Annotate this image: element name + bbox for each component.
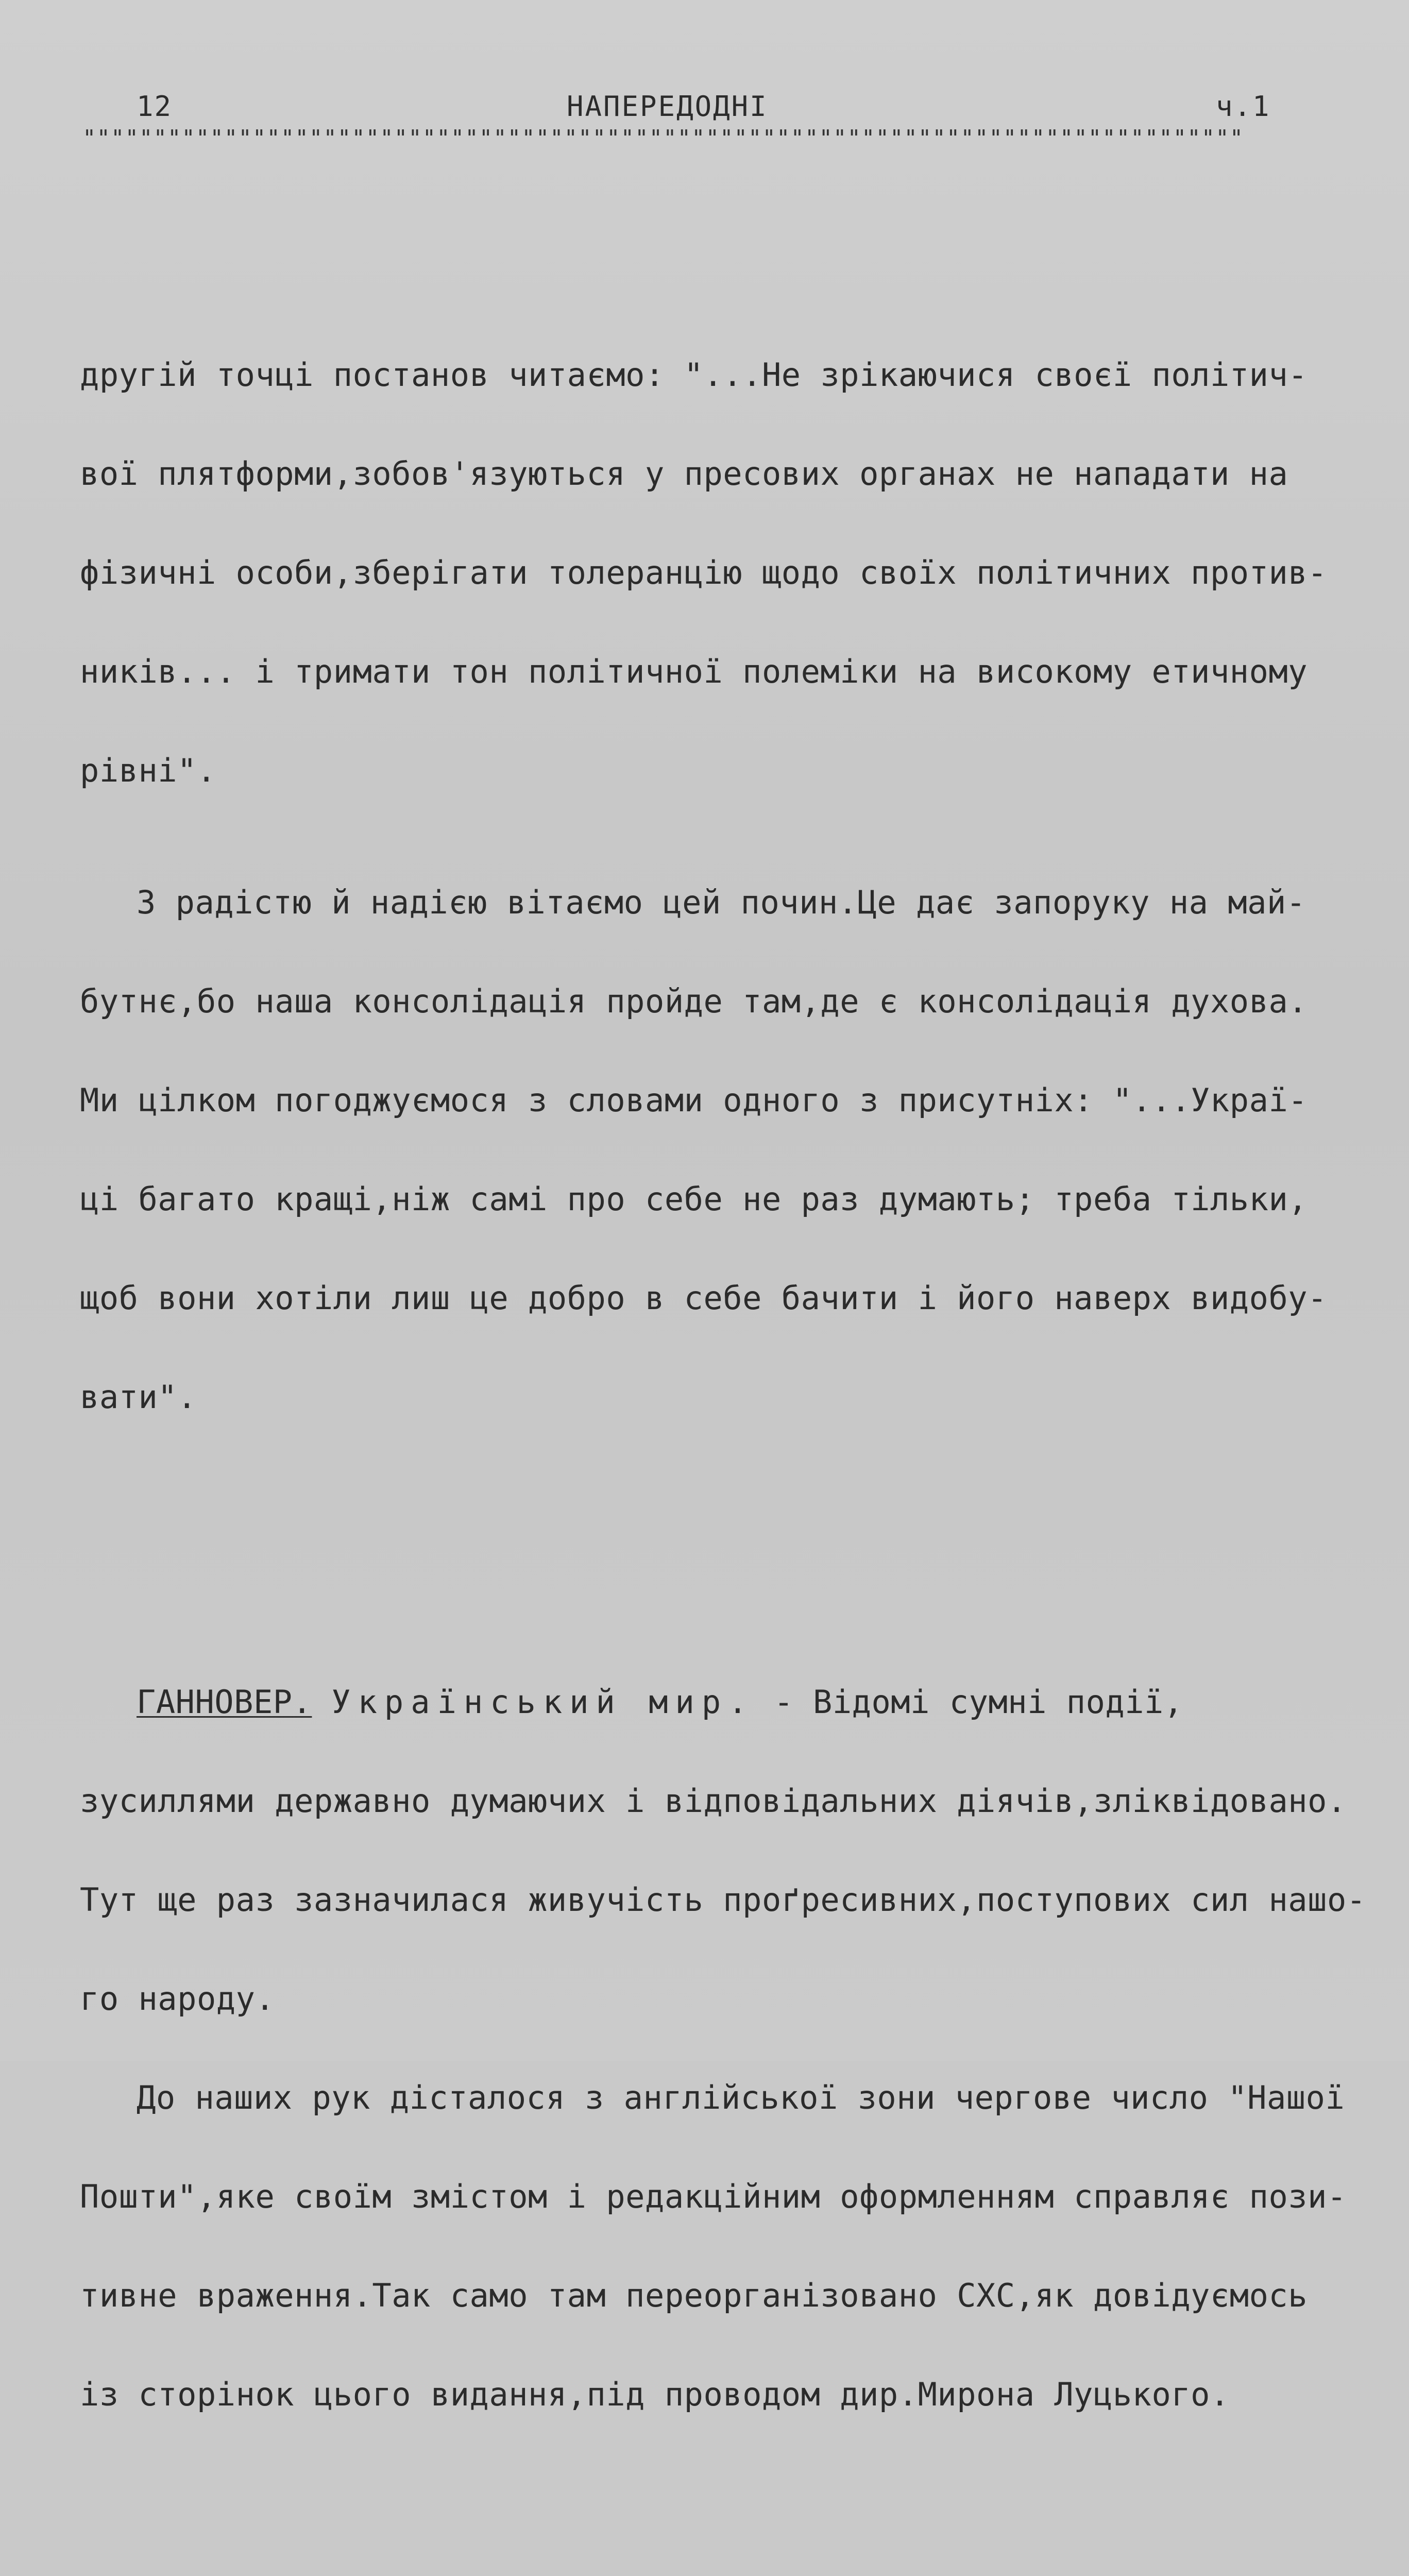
text-line: Тут ще раз зазначилася живучість проґресивних,поступових сил нашо- (80, 1881, 1366, 1919)
text-line: із сторінок цього видання,під проводом дир.Мирона Луцького. (80, 2376, 1230, 2413)
text-line: Ми цілком погоджуємося з словами одного з присутніх: "...Украї- (80, 1081, 1308, 1119)
hannover-heading-line (80, 1683, 1399, 1721)
text-line: го народу. (80, 1980, 275, 2018)
text-line: З радістю й надією вітаємо цей почин.Це дає запоруку на май- (137, 884, 1306, 921)
publication-title: НАПЕРЕДОДНІ (567, 90, 768, 123)
text-line: ці багато кращі,ніж самі про себе не раз думають; треба тільки, (80, 1180, 1308, 1218)
text-line: ників... і тримати тон політичної полеміки на високому етичному (80, 653, 1308, 690)
text-line: бутнє,бо наша консолідація пройде там,де є консолідація духова. (80, 982, 1308, 1020)
text-line: вої плятформи,зобов'язуються у пресових органах не нападати на (80, 455, 1288, 493)
org-name: Український мир. (331, 1683, 755, 1721)
text-line: вати". (80, 1378, 197, 1416)
page-header (82, 90, 1288, 152)
text-line: Пошти",яке своїм змістом і редакційним оформленням справляє пози- (80, 2178, 1347, 2215)
issue-number: ч.1 (1216, 90, 1271, 123)
article-body (80, 227, 1399, 2576)
text-fragment: - Відомі сумні події, (754, 1683, 1183, 1721)
text-line: щоб вони хотіли лиш це добро в себе бачити і його наверх видобу- (80, 1279, 1327, 1317)
header-rule: """""""""""""""""""""""""""""""""""""""""""""""""""""""""""""""""""""""""""""""""" (82, 125, 1244, 151)
text-line: зусиллями державно думаючих і відповідальних діячів,зліквідовано. (80, 1782, 1347, 1820)
text-line: рівні". (80, 752, 216, 789)
page-number: 12 (137, 90, 173, 123)
text-line: тивне враження.Так само там переорганізовано СХС,як довідуємось (80, 2277, 1308, 2314)
text-line: До наших рук дісталося з англійської зони чергове число "Нашої (137, 2079, 1345, 2116)
city-hannover: ГАННОВЕР. (137, 1683, 312, 1721)
text-line: другій точці постанов читаємо: "...Не зрікаючися своєї політич- (80, 356, 1308, 394)
text-line: фізичні особи,зберігати толеранцію щодо своїх політичних против- (80, 554, 1327, 591)
